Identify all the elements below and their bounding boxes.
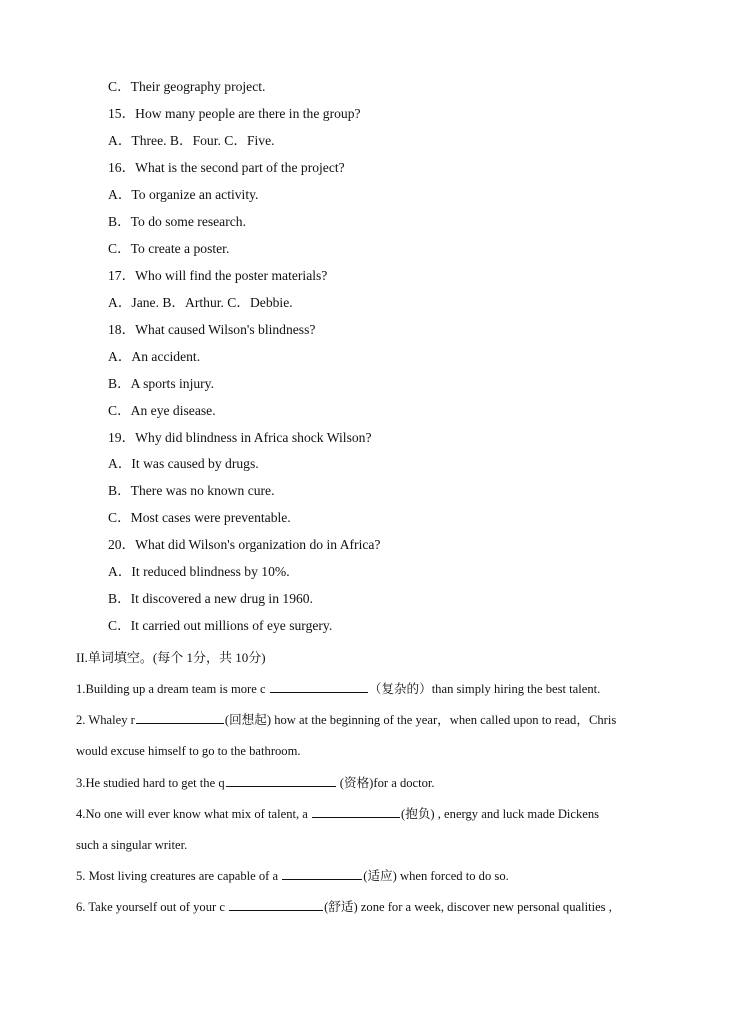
option-line: C．To create a poster. — [108, 241, 230, 256]
option-line: A．It was caused by drugs. — [108, 456, 259, 471]
option-line: B．There was no known cure. — [108, 483, 275, 498]
question-18: 18．What caused Wilson's blindness? — [108, 322, 316, 337]
section-heading: II.单词填空。(每个 1分，共 10分) — [76, 650, 266, 665]
fill-item-1: 1.Building up a dream team is more c （复杂的）than simply hiring the best talent. — [76, 682, 601, 696]
answer-blank[interactable] — [270, 680, 368, 693]
option-line: C．Their geography project. — [108, 79, 266, 94]
fill-item-5: 5. Most living creatures are capable of a (适应) when forced to do so. — [76, 869, 509, 883]
question-17: 17．Who will find the poster materials? — [108, 268, 328, 283]
question-15: 15．How many people are there in the group? — [108, 106, 361, 121]
option-line: C．An eye disease. — [108, 403, 216, 418]
answer-blank[interactable] — [312, 805, 400, 818]
answer-blank[interactable] — [226, 774, 336, 787]
option-line: A．To organize an activity. — [108, 187, 259, 202]
option-line: C．Most cases were preventable. — [108, 510, 291, 525]
fill-item-3: 3.He studied hard to get the q (资格)for a doctor. — [76, 776, 435, 790]
option-line: C．It carried out millions of eye surgery. — [108, 618, 333, 633]
fill-item-4: 4.No one will ever know what mix of talent, a (抱负) , energy and luck made Dickens — [76, 807, 600, 821]
option-line: B．It discovered a new drug in 1960. — [108, 591, 313, 606]
question-20: 20．What did Wilson's organization do in Africa? — [108, 537, 381, 552]
option-line: A．An accident. — [108, 349, 201, 364]
question-16: 16．What is the second part of the project? — [108, 160, 345, 175]
fill-item-2: 2. Whaley r (回想起) how at the beginning of the year，when called upon to read，Chris — [76, 713, 617, 727]
option-line: A．Jane. B．Arthur. C．Debbie. — [108, 295, 293, 310]
fill-item-6: 6. Take yourself out of your c (舒适) zone for a week, discover new personal qualities , — [76, 900, 612, 914]
option-line: A．Three. B．Four. C．Five. — [108, 133, 275, 148]
answer-blank[interactable] — [282, 867, 362, 880]
fill-item-2-continued: would excuse himself to go to the bathroom. — [76, 744, 301, 758]
fill-item-4-continued: such a singular writer. — [76, 838, 188, 852]
option-line: A．It reduced blindness by 10%. — [108, 564, 290, 579]
answer-blank[interactable] — [136, 711, 224, 724]
question-19: 19．Why did blindness in Africa shock Wilson? — [108, 430, 372, 445]
answer-blank[interactable] — [229, 898, 323, 911]
option-line: B．To do some research. — [108, 214, 246, 229]
option-line: B．A sports injury. — [108, 376, 214, 391]
